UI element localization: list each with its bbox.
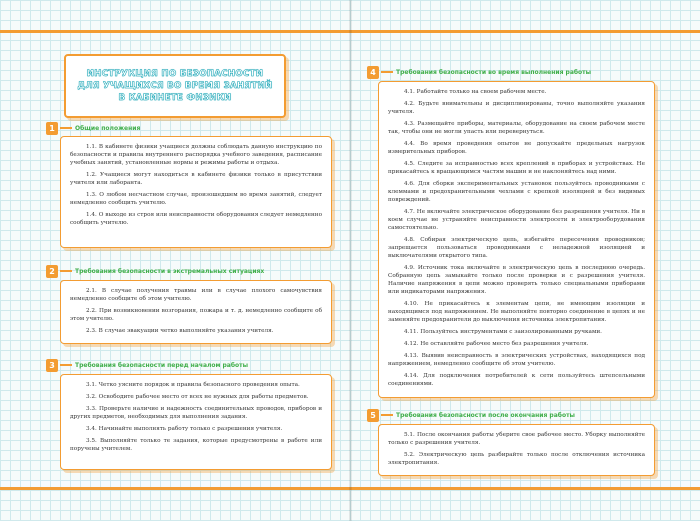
rule-item: 1.4. О выходе из строя или неисправности оборудования следует немедленно сообщить учителю.	[70, 212, 322, 226]
heading-dash	[60, 127, 72, 129]
section-title: Требования безопасности после окончания работы	[396, 411, 575, 419]
section-1-box	[60, 136, 332, 248]
heading-dash	[381, 71, 393, 73]
rule-item: 4.1. Работайте только на своем рабочем месте.	[404, 89, 547, 95]
rule-item: 4.6. Для сборки экспериментальных установок пользуйтесь проводниками с клеммами и предохранительными чехлами с крепкой изоляцией и без видимых повреждений.	[388, 181, 645, 203]
rule-item: 3.1. Четко уясните порядок и правила безопасного проведения опыта.	[86, 382, 300, 388]
section-title: Требования безопасности в экстремальных ситуациях	[75, 267, 265, 275]
rule-item: 5.1. После окончания работы уберите свое рабочее место. Уборку выполняйте только с разрешения учителя.	[388, 432, 645, 446]
heading-dash	[60, 364, 72, 366]
rule-item: 3.4. Начинайте выполнять работу только с разрешения учителя.	[86, 426, 283, 432]
rule-item: 4.9. Источник тока включайте в электрическую цепь в последнюю очередь. Собранную цепь замыкайте только после проверки и с разрешения учителя. Наличие напряжения в цепи можно проверять только специальными приборами или индикаторами напряжения.	[388, 265, 645, 295]
rule-item: 4.4. Во время проведения опытов не допускайте предельных нагрузок измерительных приборов.	[388, 141, 645, 155]
section-title: Требования безопасности во время выполнения работы	[396, 68, 592, 76]
section-number-badge: 2	[46, 265, 58, 278]
section-number-badge: 3	[46, 359, 58, 372]
section-number-badge: 1	[46, 122, 58, 135]
rule-item: 1.3. О любом несчастном случае, произошедшем во время занятий, следует немедленно сообщить учителю.	[70, 192, 322, 206]
rule-item: 4.10. Не прикасайтесь к элементам цепи, не имеющим изоляции и находящимся под напряжением. Не выполняйте повторно соединение в цепях и не заменяйте предохранители до выключения источника электропитания.	[388, 301, 645, 323]
section-5-heading	[367, 408, 575, 422]
rule-item: 2.2. При возникновении возгорания, пожара и т. д. немедленно сообщите об этом учителю.	[70, 308, 322, 322]
section-3-box	[60, 374, 332, 470]
rule-item: 4.7. Не включайте электрическое оборудование без разрешения учителя. Ни в коем случае не устраняйте неисправности электросети и электрооборудования самостоятельно.	[388, 209, 645, 231]
section-5-box	[378, 424, 655, 476]
heading-dash	[381, 414, 393, 416]
rule-item: 1.2. Учащиеся могут находиться в кабинете физики только в присутствии учителя или лаборанта.	[70, 172, 322, 186]
rule-item: 4.11. Пользуйтесь инструментами с заизолированными ручками.	[404, 329, 602, 335]
section-number-badge: 5	[367, 409, 379, 422]
title-line: ИНСТРУКЦИЯ ПО БЕЗОПАСНОСТИ	[86, 69, 264, 79]
title-line: В КАБИНЕТЕ ФИЗИКИ	[118, 93, 232, 103]
section-1-heading	[46, 121, 140, 135]
section-number-badge: 4	[367, 66, 379, 79]
section-4-heading	[367, 65, 591, 79]
heading-dash	[60, 270, 72, 272]
rule-item: 3.3. Проверьте наличие и надежность соединительных проводов, приборов и других предметов, необходимых для выполнения задания.	[70, 406, 322, 420]
rule-item: 3.2. Освободите рабочее место от всех не нужных для работы предметов.	[86, 394, 309, 400]
rule-item: 5.2. Электрическую цепь разбирайте только после отключения источника электропитания.	[388, 452, 645, 466]
rule-item: 4.2. Будьте внимательны и дисциплинированы, точно выполняйте указания учителя.	[388, 101, 645, 115]
section-title: Требования безопасности перед началом работы	[75, 361, 249, 369]
rule-item: 4.14. Для подключения потребителей к сети пользуйтесь штепсельными соединениями.	[388, 373, 645, 387]
section-2-box	[60, 280, 332, 344]
rule-item: 4.5. Следите за исправностью всех креплений в приборах и устройствах. Не прикасайтесь к вращающимся частям машин и не наклоняйтесь над ними.	[388, 161, 645, 175]
title-line: ДЛЯ УЧАЩИХСЯ ВО ВРЕМЯ ЗАНЯТИЙ	[77, 81, 273, 91]
rule-item: 2.3. В случае эвакуации четко выполняйте указания учителя.	[86, 328, 274, 334]
section-title: Общие положения	[75, 124, 141, 132]
rule-item: 4.13. Выявив неисправность в электрических устройствах, находящихся под напряжением, немедленно сообщите об этом учителю.	[388, 353, 645, 367]
rule-item: 4.8. Собирая электрическую цепь, избегайте пересечения проводников; запрещается пользоваться проводниками с неладежной изоляцией и выключателями открытого типа.	[388, 237, 645, 259]
rule-item: 4.12. Не оставляйте рабочее место без разрешения учителя.	[404, 341, 589, 347]
rule-item: 4.3. Размещайте приборы, материалы, оборудование на своем рабочем месте так, чтобы они не могли упасть или перевернуться.	[388, 121, 645, 135]
rule-item: 1.1. В кабинете физики учащиеся должны соблюдать данную инструкцию по безопасности и правила внутреннего распорядка учебного заведения, расписание учебных занятий, установленные нормы и режимы работы и отдыха.	[70, 144, 322, 166]
page-gutter	[349, 0, 352, 521]
section-3-heading	[46, 358, 248, 372]
rule-item: 3.5. Выполняйте только те задания, которые предусмотрены в работе или поручены учителем.	[70, 438, 322, 452]
section-4-box	[378, 81, 655, 398]
instruction-title-box	[64, 54, 286, 118]
rule-item: 2.1. В случае получения травмы или в случае плохого самочувствия немедленно сообщите об этом учителю.	[70, 288, 322, 302]
section-2-heading	[46, 264, 264, 278]
